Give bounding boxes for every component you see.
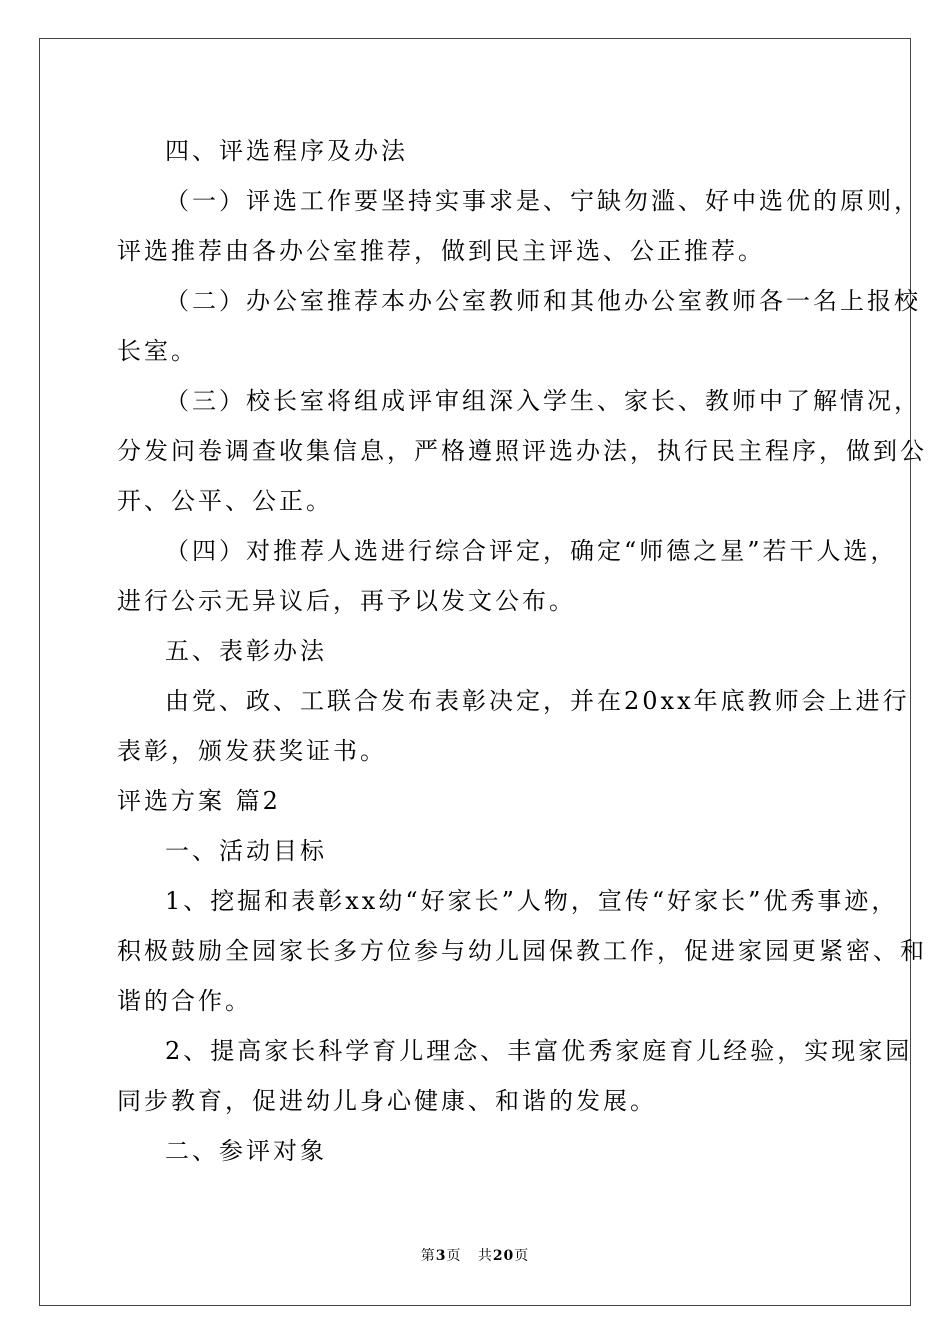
- section-heading: 四、评选程序及办法: [165, 137, 408, 165]
- paragraph-line: 1、挖掘和表彰xx幼“好家长”人物，宣传“好家长”优秀事迹，: [165, 887, 899, 915]
- paragraph-line: （一）评选工作要坚持实事求是、宁缺勿滥、好中选优的原则，: [165, 187, 921, 215]
- paragraph-line: 表彰，颁发获奖证书。: [117, 737, 387, 765]
- footer-page-suffix: 页: [446, 1248, 462, 1264]
- paragraph-line: （四）对推荐人选进行综合评定，确定“师德之星”若干人选，: [165, 537, 898, 565]
- section-heading: 二、参评对象: [165, 1137, 327, 1165]
- current-page-number: 3: [435, 1248, 447, 1264]
- paragraph-line: 同步教育，促进幼儿身心健康、和谐的发展。: [117, 1087, 657, 1115]
- chapter-title: 评选方案 篇2: [117, 787, 281, 815]
- section-heading: 一、活动目标: [165, 837, 327, 865]
- footer-total-suffix: 页: [514, 1248, 530, 1264]
- paragraph-line: 开、公平、公正。: [117, 487, 333, 515]
- paragraph-line: （三）校长室将组成评审组深入学生、家长、教师中了解情况，: [165, 387, 921, 415]
- paragraph-line: 进行公示无异议后，再予以发文公布。: [117, 587, 576, 615]
- paragraph-line: （二）办公室推荐本办公室教师和其他办公室教师各一名上报校: [165, 287, 921, 315]
- paragraph-line: 由党、政、工联合发布表彰决定，并在20xx年底教师会上进行: [165, 687, 910, 715]
- paragraph-line: 评选推荐由各办公室推荐，做到民主评选、公正推荐。: [117, 237, 765, 265]
- footer-total-prefix: 共: [477, 1248, 493, 1264]
- paragraph-line: 2、提高家长科学育儿理念、丰富优秀家庭育儿经验，实现家园: [165, 1037, 913, 1065]
- paragraph-line: 长室。: [117, 337, 198, 365]
- paragraph-line: 谐的合作。: [117, 987, 252, 1015]
- paragraph-line: 分发问卷调查收集信息，严格遵照评选办法，执行民主程序，做到公: [117, 437, 927, 465]
- section-heading: 五、表彰办法: [165, 637, 327, 665]
- paragraph-line: 积极鼓励全园家长多方位参与幼儿园保教工作，促进家园更紧密、和: [117, 937, 927, 965]
- footer-prefix: 第: [420, 1248, 436, 1264]
- total-page-count: 20: [492, 1248, 515, 1264]
- page-footer: [0, 1247, 950, 1265]
